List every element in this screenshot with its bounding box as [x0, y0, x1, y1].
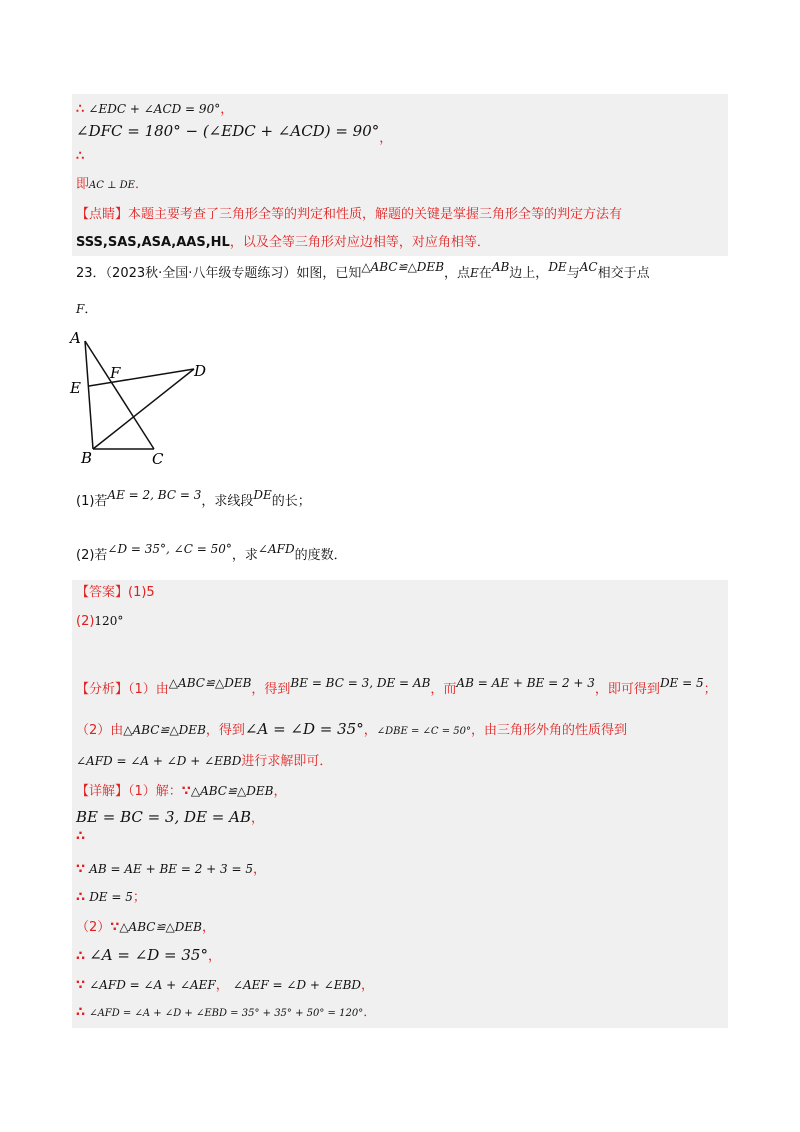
punctuation: ，	[207, 949, 221, 964]
math-expression: AC ⊥ DE	[89, 180, 135, 191]
label-a: A	[70, 329, 81, 347]
segment-label: AC	[579, 260, 598, 274]
math-expression: DE = 5	[89, 890, 133, 904]
answer-line-1	[76, 584, 155, 602]
math-expression: △ABC≌△DEB	[119, 920, 202, 934]
text: 相交于点	[597, 266, 650, 281]
math-expression: ∠AFD = ∠A + ∠D + ∠EBD = 35° + 35° + 50° = 120°	[89, 1008, 364, 1019]
problem-number: 23．	[76, 266, 106, 281]
detail-line-3	[76, 860, 266, 879]
analysis-line-3	[76, 752, 332, 771]
math-expression: ∠EDC + ∠ACD = 90°	[88, 102, 221, 116]
text: ，点	[444, 266, 471, 281]
math-expression: ∠D = 35°, ∠C = 50°	[107, 542, 232, 556]
comment-tag: 【点睛】	[76, 207, 129, 222]
angle-label: ∠AFD	[257, 542, 295, 556]
detail-line-4	[76, 888, 146, 907]
label-f: F	[110, 364, 121, 382]
text: ，而	[430, 682, 457, 697]
answer-line-2	[76, 612, 123, 631]
detail-tag: 【详解】	[76, 784, 129, 799]
label-b: B	[81, 449, 93, 467]
math-expression: ∠DBE = ∠C = 50°	[376, 726, 471, 737]
because-symbol: ∵	[76, 978, 86, 993]
detail-line-7	[76, 976, 374, 995]
punctuation: ，	[201, 920, 215, 935]
problem-source: （2023秋·全国·八年级专题练习）如图，已知	[105, 266, 362, 281]
comment-text: ，以及全等三角形对应边相等，对应角相等．	[229, 235, 490, 250]
because-symbol: ∵	[110, 920, 120, 935]
prev-line-3	[76, 176, 148, 195]
prev-line-2	[76, 122, 393, 166]
text: ，	[363, 723, 377, 738]
math-expression: AE = 2, BC = 3	[107, 488, 202, 502]
math-expression: AB = AE + BE = 2 + 3	[456, 676, 595, 690]
math-expression: ∠AFD = ∠A + ∠D + ∠EBD	[76, 754, 242, 768]
detail-line-6	[76, 946, 221, 966]
punctuation: ，	[361, 978, 375, 993]
math-expression: ∠AEF = ∠D + ∠EBD	[232, 978, 362, 992]
detail-line-8	[76, 1004, 376, 1023]
because-symbol: ∵	[76, 862, 86, 877]
question-1	[76, 488, 311, 511]
analysis-line-2	[76, 720, 627, 741]
problem-statement-line-2	[76, 300, 97, 319]
punctuation: ，	[253, 862, 267, 877]
answer-tag: 【答案】	[76, 585, 129, 600]
math-expression: ∠A = ∠D = 35°	[244, 720, 364, 738]
text: （2）	[76, 920, 111, 935]
point-label: F	[76, 302, 85, 316]
therefore-symbol: ∴	[76, 829, 86, 844]
question-prefix: (1)若	[76, 494, 108, 509]
segment-label: DE	[548, 260, 567, 274]
punctuation: ，	[220, 102, 234, 117]
answer-prefix: (2)	[76, 614, 95, 629]
text: （1）解：	[128, 784, 182, 799]
label-d: D	[194, 362, 207, 380]
geometry-figure	[66, 326, 216, 468]
punctuation: ，	[379, 131, 393, 146]
detail-line-1	[76, 782, 286, 801]
prev-line-1	[76, 100, 233, 119]
math-expression: DE = 5	[659, 676, 704, 690]
answer-2-value: 120°	[94, 614, 124, 628]
punctuation: ．	[134, 177, 148, 192]
punctuation: ，	[273, 784, 287, 799]
label-e: E	[70, 379, 81, 397]
math-expression: BE = BC = 3, DE = AB	[76, 808, 251, 826]
answer-1: (1)5	[128, 585, 155, 600]
segment-label: DE	[253, 488, 272, 502]
comment-line-2	[76, 234, 490, 252]
period: ．	[84, 302, 98, 317]
text: 的度数．	[294, 548, 347, 563]
text: 边上，	[509, 266, 549, 281]
punctuation: ．	[363, 1005, 377, 1020]
math-expression: BE = BC = 3, DE = AB	[290, 676, 431, 690]
segment-ab	[85, 341, 93, 449]
therefore-symbol: ∴	[76, 102, 85, 117]
comment-text: 本题主要考查了三角形全等的判定和性质，解题的关键是掌握三角形全等的判定方法有	[128, 207, 623, 222]
math-expression: ∠AFD = ∠A + ∠AEF	[89, 978, 216, 992]
text: ，即可得到	[594, 682, 660, 697]
text: 进行求解即可．	[241, 754, 333, 769]
therefore-symbol: ∴	[76, 149, 85, 164]
text: 的长；	[271, 494, 311, 509]
text: ，得到	[205, 723, 245, 738]
math-expression: ∠DFC = 180° − (∠EDC + ∠ACD) = 90°	[76, 122, 380, 140]
therefore-symbol: ∴	[76, 1005, 86, 1020]
text: ，求线段	[201, 494, 254, 509]
segment-bd	[93, 369, 194, 449]
comment-line-1	[76, 206, 622, 224]
therefore-symbol: ∴	[76, 949, 86, 964]
label-c: C	[152, 450, 164, 468]
text: （1）由	[128, 682, 169, 697]
text: 与	[566, 266, 580, 281]
question-prefix: (2)若	[76, 548, 108, 563]
text: 即	[76, 177, 90, 192]
detail-line-5	[76, 918, 215, 937]
segment-label: AB	[491, 260, 510, 274]
segment-ac	[85, 341, 154, 449]
because-symbol: ∵	[181, 784, 191, 799]
math-expression: △ABC≌△DEB	[361, 260, 445, 274]
text: ；	[703, 682, 717, 697]
congruence-methods: SSS,SAS,ASA,AAS,HL	[76, 235, 230, 250]
therefore-symbol: ∴	[76, 890, 86, 905]
problem-statement-line-1	[76, 260, 650, 283]
text: ，由三角形外角的性质得到	[471, 723, 628, 738]
punctuation: ；	[132, 890, 146, 905]
analysis-line-1	[76, 676, 717, 699]
analysis-tag: 【分析】	[76, 682, 129, 697]
detail-line-2	[76, 808, 264, 846]
point-label: E	[470, 266, 479, 280]
math-expression: ∠A = ∠D = 35°	[89, 946, 208, 964]
text: （2）由	[76, 723, 124, 738]
math-expression: △ABC≌△DEB	[123, 723, 206, 737]
text: ，求	[231, 548, 258, 563]
text: 在	[478, 266, 492, 281]
question-2	[76, 542, 347, 565]
math-expression: △ABC≌△DEB	[190, 784, 274, 798]
punctuation: ，	[215, 978, 229, 993]
math-expression: AB = AE + BE = 2 + 3 = 5	[89, 862, 253, 876]
punctuation: ，	[250, 811, 264, 826]
math-expression: △ABC≌△DEB	[168, 676, 252, 690]
text: ，得到	[251, 682, 291, 697]
